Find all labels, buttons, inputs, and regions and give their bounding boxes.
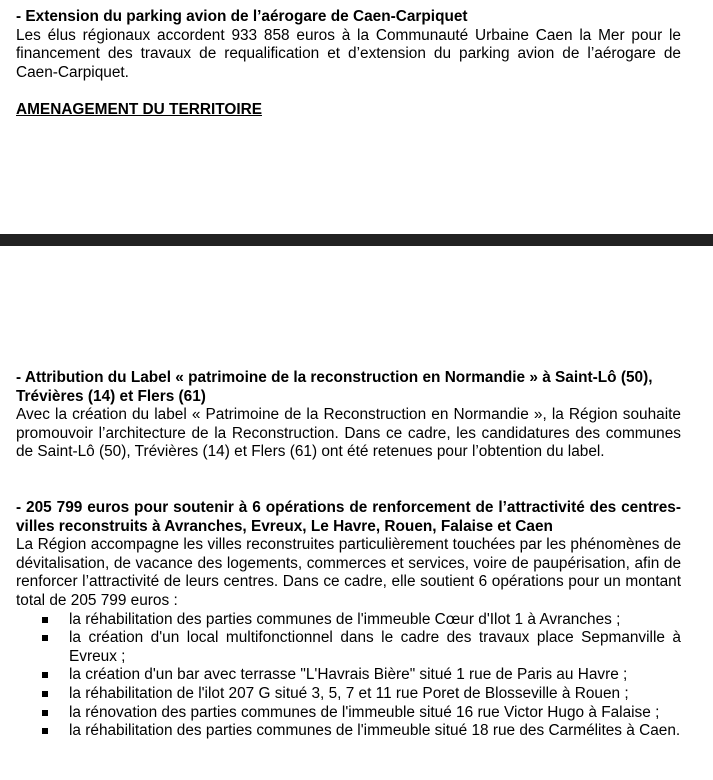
list-item-text: la réhabilitation des parties communes de l'immeuble situé 18 rue des Carmélites à Caen.: [69, 722, 681, 740]
list-item-text: la rénovation des parties communes de l'immeuble situé 16 rue Victor Hugo à Falaise ;: [69, 703, 660, 721]
list-item: [16, 704, 681, 723]
section-heading: - 205 799 euros pour soutenir à 6 opérations de renforcement de l’attractivité des centres-villes reconstruits à Avranches, Evreux, Le Havre, Rouen, Falaise et Caen: [16, 499, 681, 535]
list-item-text: la création d'un local multifonctionnel dans le cadre des travaux place Sepmanville à Evreux ;: [69, 629, 681, 665]
page-divider: [0, 234, 713, 246]
square-bullet-icon: [42, 617, 48, 623]
section-centres-villes: [16, 499, 681, 741]
square-bullet-icon: [42, 710, 48, 716]
section-body: Les élus régionaux accordent 933 858 euros à la Communauté Urbaine Caen la Mer pour le financement des travaux de requalification et d’extension du parking avion de l’aérogare de Caen-Carpiquet.: [16, 26, 681, 81]
list-item: [16, 629, 681, 666]
section-title-container: [16, 101, 681, 120]
list-item-text: la création d'un bar avec terrasse "L'Havrais Bière" situé 1 rue de Paris au Havre ;: [69, 666, 628, 684]
section-heading: - Attribution du Label « patrimoine de la reconstruction en Normandie » à Saint-Lô (50), Trévières (14) et Flers (61): [16, 369, 653, 405]
section-parking-aerogare: [16, 8, 681, 82]
list-item-text: la réhabilitation de l'ilot 207 G situé 3, 5, 7 et 11 rue Poret de Blosseville à Rouen ;: [69, 684, 629, 702]
square-bullet-icon: [42, 691, 48, 697]
list-item: [16, 611, 681, 630]
square-bullet-icon: [42, 635, 48, 641]
section-body: Avec la création du label « Patrimoine de la Reconstruction en Normandie », la Région souhaite promouvoir l’architecture de la Reconstruction. Dans ce cadre, les candidatures des communes de Saint-Lô (50), Trévières (14) et Flers (61) ont été retenues pour l’obtention du label.: [16, 406, 681, 461]
section-label-patrimoine: [16, 369, 681, 462]
section-heading: - Extension du parking avion de l’aérogare de Caen-Carpiquet: [16, 8, 468, 25]
square-bullet-icon: [42, 728, 48, 734]
section-body: La Région accompagne les villes reconstruites particulièrement touchées par les phénomènes de dévitalisation, de vacance des logements, commerces et services, voire de paupérisation, afin de renforcer l’attractivité de leurs centres. Dans ce cadre, elle soutient 6 opérations pour un montant total de 205 799 euros :: [16, 536, 681, 609]
operations-list: [16, 611, 681, 741]
square-bullet-icon: [42, 672, 48, 678]
list-item: [16, 685, 681, 704]
section-title: AMENAGEMENT DU TERRITOIRE: [16, 101, 262, 118]
list-item-text: la réhabilitation des parties communes de l'immeuble Cœur d'Ilot 1 à Avranches ;: [69, 610, 621, 628]
list-item: [16, 722, 681, 741]
list-item: [16, 666, 681, 685]
